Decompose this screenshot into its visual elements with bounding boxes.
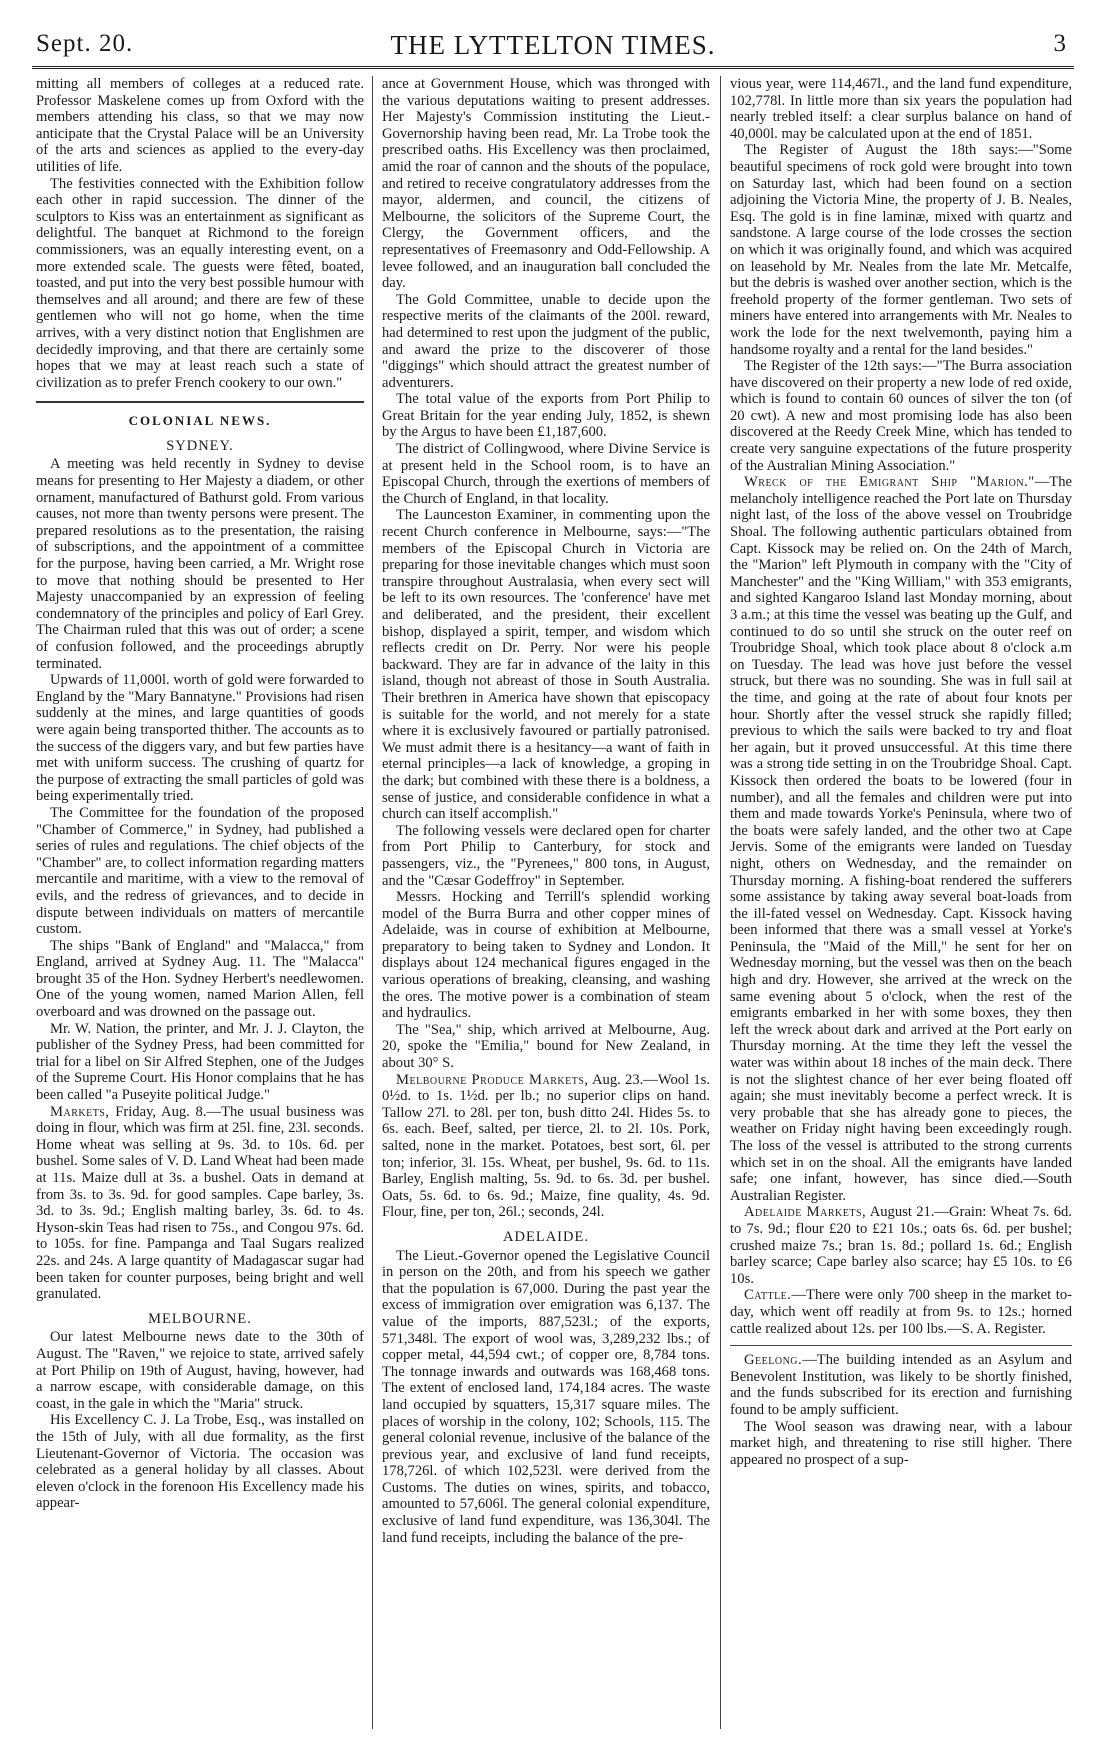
paragraph-text: The Lieut.-Governor opened the Legislative Council in person on the 20th, and from his speech we gather that the population is 67,000. During the past year the excess of immigration over emigration was 6,137. The value of the imports, 887,523l.; of the exports, 571,348l. The export of wool was, 3,289,232 lbs.; of copper metal, 44,594 cwt.; of copper ore, 8,784 tons. The tonnage inwards and outwards was 168,468 tons. The extent of enclosed land, 174,184 acres. The waste land occupied by squatters, 15,317 square miles. The places of worship in the colony, 102; Schools, 115. The general colonial revenue, inclusive of the balance of the previous year, and exclusive of land fund receipts, 178,726l. of which 102,523l. were derived from the Customs. The duties on wines, spirits, and tobacco, amounted to 57,606l. The general colonial expenditure, exclusive of land fund expenditure, was 136,304l. The land fund receipts, including the balance of the pre- (382, 1247, 710, 1546)
subsection-heading: ADELAIDE. (503, 1228, 589, 1245)
article-paragraph (382, 823, 710, 889)
paragraph-text: vious year, were 114,467l., and the land fund expenditure, 102,778l. In little more than six years the population had nearly trebled itself: a clear surplus balance on hand of 40,000l. may be calculated upon at the end of 1851. (730, 76, 1072, 142)
paragraph-text: The Register of August the 18th says:—"Some beautiful specimens of rock gold were brought into town on Saturday last, which had been found on a section adjoining the Victoria Mine, the property of J. B. Neales, Esq. The gold is in fine laminæ, mixed with quartz and sandstone. A large course of the lode crosses the section on which it was originally found, and which was acquired on leasehold by Mr. Neales from the late Mr. Metcalfe, but the debris is washed over another section, which is the freehold property of the former gentleman. Two sets of miners have entered into arrangements with Mr. Neales to work the lode for the next twelvemonth, paying him a handsome royalty and a rental for the land besides." (730, 142, 1072, 358)
article-paragraph (36, 456, 364, 672)
page-number: 3 (1053, 30, 1066, 57)
paragraph-lead: Cattle. (744, 1287, 792, 1304)
paragraph-text: The Wool season was drawing near, with a labour market high, and threatening to rise still higher. There appeared no prospect of a sup- (730, 1418, 1072, 1468)
article-paragraph (36, 938, 364, 1021)
paragraph-text: The Committee for the foundation of the proposed "Chamber of Commerce," in Sydney, had published a series of rules and regulations. The chief objects of the "Chamber" are, to collect information regarding matters mercantile and maritime, with a view to the removal of evils, and the redress of grievances, and to decide in dispute between individuals on matters of mercantile custom. (36, 804, 364, 938)
masthead (32, 30, 1074, 69)
column-rule (720, 76, 721, 1729)
newspaper-title: THE LYTTELTON TIMES. (390, 30, 716, 60)
paragraph-text: —There were only 700 sheep in the market to-day, which went off readily at from 9s. to 12s.; horned cattle realized about 12s. per 100 lbs.—S. A. Register. (730, 1287, 1072, 1337)
paragraph-text: The Launceston Examiner, in commenting upon the recent Church conference in Melbourne, says:—"The members of the Episcopal Church in Victoria are preparing for those inevitable changes which must soon transpire throughout Australasia, when every sect will be left to its own resources. The 'conference' have met and deliberated, and the president, their excellent bishop, displayed a spirit, temper, and wisdom which reflects credit on Dr. Perry. Nor were his people backward. They are far in advance of the laity in this island, though not abreast of those in South Australia. Their brethren in America have shown that episcopacy is suitable for the world, and not merely for a state where it is exclusively favoured or partially patronised. We must admit there is a hesitancy—a want of faith in eternal principles—a lack of knowledge, a groping in the dark; but combined with these there is a boldness, a sense of justice, and considerable confidence in what a church can itself accomplish." (382, 507, 710, 823)
article-paragraph (36, 1104, 364, 1303)
paragraph-text: A meeting was held recently in Sydney to devise means for presenting to Her Majesty a diadem, or other ornament, manufactured of Bathurst gold. From various causes, not more than twenty persons were present. The prepared resolutions as to the presentation, the raising of subscriptions, and the appointment of a committee for the purpose, having been carried, a Mr. Wright rose to move that nothing should be presented to Her Majesty unaccompanied by an expression of feeling condemnatory of the principles and policy of Earl Grey. The Chairman ruled that this was out of order; a scene of confusion followed, and the proceedings abruptly terminated. (36, 456, 364, 672)
article-paragraph (36, 1329, 364, 1412)
column-rule (372, 76, 373, 1729)
paragraph-text: Friday, Aug. 8.—The usual business was doing in flour, which was firm at 25l. fine, 23l. seconds. Home wheat was selling at 9s. 3d. to 10s. 6d. per bushel. Some sales of V. D. Land Wheat had been made at 11s. Maize dull at 3s. a bushel. Oats in demand at from 3s. to 3s. 9d. for good samples. Cape barley, 3s. 3d. to 3s. 9d.; English malting barley, 3s. 6d. to 4s. Hyson-skin Teas had risen to 75s., and Congou 97s. 6d. to 105s. for fine. Pampanga and Taal Sugars realized 22s. and 24s. A large quantity of Madagascar sugar had been taken for counter purposes, being bright and well granulated. (36, 1103, 364, 1303)
article-paragraph (382, 1072, 710, 1221)
article-paragraph (730, 1352, 1072, 1418)
subsection-heading: SYDNEY. (166, 437, 234, 454)
paragraph-text: The following vessels were declared open for charter from Port Philip to Canterbury, for stock and passengers, viz., the "Pyrenees," 800 tons, in August, and the "Cæsar Godeffroy" in September. (382, 822, 710, 889)
article-paragraph (730, 1204, 1072, 1287)
paragraph-text: Aug. 23.—Wool 1s. 0½d. to 1s. 1½d. per lb.; no superior clips on hand. Tallow 27l. to 28l. per ton, bush ditto 24l. Hides 5s. to 6s. each. Beef, salted, per tierce, 2l. to 2l. 10s. Pork, salted, none in the market. Potatoes, best sort, 6l. per ton; inferior, 3l. 15s. Wheat, per bushel, 9s. 6d. to 11s. Barley, English malting, 5s. 9d. to 6s. 3d. per bushel. Oats, 5s. 6d. to 6s. 9d.; Maize, fine quality, 4s. 9d. Flour, fine, per ton, 26l.; seconds, 24l. (382, 1071, 710, 1221)
paragraph-text: The festivities connected with the Exhibition follow each other in rapid succession. The dinner of the sculptors to Kiss was an entertainment as significant as delightful. The banquet at Richmond to the foreign commissioners, was an equally interesting event, on a more extended scale. The guests were fêted, boated, toasted, and put into the very best possible humour with themselves and all around; and there are few of these gentlemen who will not go home, when the time arrives, with a very distinct notion that Englishmen are decidedly improving, and that there are certainly some hopes that we may at least reach such a state of civilization as to prefer French cookery to our own." (36, 175, 364, 391)
paragraph-text: Upwards of 11,000l. worth of gold were forwarded to England by the "Mary Bannatyne." Provisions had risen suddenly at the mines, and large quantities of goods were again being transported thither. The accounts as to the success of the diggers vary, and but few parties have met with uniform success. The crushing of quartz for the purpose of extracting the small particles of gold was being experimentally tried. (36, 672, 364, 805)
article-paragraph (36, 1021, 364, 1104)
article-paragraph (382, 1248, 710, 1547)
article-paragraph (36, 1412, 364, 1512)
issue-date: Sept. 20. (36, 30, 134, 57)
column-3 (730, 76, 1072, 1725)
article-paragraph (382, 1022, 710, 1072)
article-paragraph (730, 474, 1072, 1204)
paragraph-text: The total value of the exports from Port Philip to Great Britain for the year ending July, 1852, is shewn by the Argus to have been £1,187,600. (382, 391, 710, 441)
article-paragraph (382, 292, 710, 392)
paragraph-text: His Excellency C. J. La Trobe, Esq., was installed on the 15th of July, with all due formality, as the first Lieutenant-Governor of Victoria. The occasion was celebrated as a general holiday by all classes. About eleven o'clock in the forenoon His Excellency made his appear- (36, 1412, 364, 1512)
paragraph-text: —The building intended as an Asylum and Benevolent Institution, was likely to be shortly finished, and the funds subscribed for its erection and furnishing found to be amply sufficient. (730, 1352, 1072, 1418)
subsection-heading: MELBOURNE. (148, 1310, 252, 1327)
article-paragraph (730, 358, 1072, 474)
article-paragraph (36, 672, 364, 805)
paragraph-text: August 21.—Grain: Wheat 7s. 6d. to 7s. 9d.; flour £20 to £21 10s.; oats 6s. 6d. per bushel; crushed maize 7s.; bran 1s. 8d.; pollard 1s. 6d.; English barley scarce; Cape barley also scarce; hay £5 10s. to £6 10s. (730, 1204, 1072, 1287)
article-paragraph (730, 142, 1072, 358)
article-paragraph (36, 805, 364, 938)
paragraph-lead: Wreck of the Emigrant Ship "Marion." (744, 474, 1035, 491)
paragraph-text: Messrs. Hocking and Terrill's splendid working model of the Burra Burra and other copper mines of Adelaide, was in course of exhibition at Melbourne, preparatory to being taken to Sydney and London. It displays about 124 mechanical figures engaged in the various operations of breaking, cleansing, and washing the ores. The motive power is a combination of steam and hydraulics. (382, 889, 710, 1022)
article-paragraph (36, 76, 364, 176)
article-paragraph (382, 441, 710, 507)
paragraph-text: The ships "Bank of England" and "Malacca," from England, arrived at Sydney Aug. 11. The "Malacca" brought 35 of the Hon. Sydney Herbert's needlewomen. One of the young women, named Marion Allen, fell overboard and was drowned on the passage out. (36, 937, 364, 1021)
paragraph-lead: Adelaide Markets, (744, 1204, 867, 1221)
paragraph-text: Our latest Melbourne news date to the 30th of August. The "Raven," we rejoice to state, arrived safely at Port Philip on 19th of August, having, however, had a narrow escape, with considerable damage, on this coast, in the gale in which the "Maria" struck. (36, 1329, 364, 1412)
paragraph-text: The Register of the 12th says:—"The Burra association have discovered on their property a new lode of red oxide, which is found to contain 60 ounces of silver the ton (of 20 cwt). A new and most promising lode has also been discovered at the Reedy Creek Mine, which has tended to create very sanguine expectations of the future prosperity of the Australian Mining Association." (730, 358, 1072, 474)
paragraph-text: Mr. W. Nation, the printer, and Mr. J. J. Clayton, the publisher of the Sydney Press, had been committed for trial for a libel on Sir Alfred Stephen, one of the Judges of the Supreme Court. His Honor complains that he has been called "a Puseyite political Judge." (36, 1020, 364, 1104)
paragraph-text: The district of Collingwood, where Divine Service is at present held in the School room, is to have an Episcopal Church, through the exertions of members of the Church of England, in that locality. (382, 441, 710, 507)
article-paragraph (382, 76, 710, 292)
paragraph-lead: Geelong. (744, 1352, 803, 1369)
section-divider (730, 1345, 1072, 1346)
paragraph-text: The Gold Committee, unable to decide upon the respective merits of the claimants of the 200l. reward, had determined to rest upon the judgment of the public, and award the prize to the discoverer of those "diggings" which should attract the greatest number of adventurers. (382, 291, 710, 391)
paragraph-text: ance at Government House, which was thronged with the various deputations waiting to present addresses. Her Majesty's Commission instituting the Lieut.-Governorship having been read, Mr. La Trobe took the prescribed oaths. His Excellency was then proclaimed, amid the roar of cannon and the shouts of the populace, and retired to receive congratulatory addresses from the mayor, aldermen, and council, the citizens of Melbourne, the solicitors of the Supreme Court, the Clergy, the Government officers, and the representatives of Freemasonry and Odd-Fellowship. A levee followed, and an inauguration ball concluded the day. (382, 76, 710, 292)
column-2 (382, 76, 710, 1725)
section-divider (36, 401, 364, 403)
paragraph-text: —The melancholy intelligence reached the Port late on Thursday night last, of the loss of the above vessel on Troubridge Shoal. The following authentic particulars obtained from Capt. Kissock may be relied on. On the 24th of March, the "Marion" left Plymouth in company with the "City of Manchester" and the "King William," with 353 emigrants, and sighted Kangaroo Island last Monday morning, about 3 a.m.; at this time the vessel was beating up the Gulf, and continued to do so until she struck on the outer reef on Troubridge Shoal, which took place about 8 o'clock a.m on Tuesday. The lead was hove just before the vessel struck, but there was no sounding. She was in full sail at the time, and going at the rate of about four knots per hour. Shortly after the vessel struck she rapidly filled; previous to which the sails were backed to try and float her again, but it proved unsuccessful. At this time there was a strong tide setting in on the Troubridge Shoal. Capt. Kissock then ordered the boats to be lowered (four in number), and all the females and children were put into them and made towards Yorke's Peninsula, where two of the boats were safely landed, and the other two at Cape Jervis. Some of the emigrants were landed on Tuesday night, others on Wednesday, and the remainder on Thursday morning. A fishing-boat rendered the sufferers some assistance by taking away several boat-loads from the ill-fated vessel on Wednesday. Capt. Kissock having been informed that there was a small vessel at Yorke's Peninsula, the "Maid of the Mill," he sent for her on Wednesday morning, but the vessel was then on the beach high and dry. However, she arrived at the wreck on the same evening about 5 o'clock, when the rest of the emigrants embarked in her with some boxes, they then left the wreck about dark and arrived at the Port early on Thursday morning. At the time they left the vessel the water was within about 18 inches of the main deck. There is not the slightest chance of her ever being floated off again; she must inevitably become a perfect wreck. It is very probable that she has already gone to pieces, the weather on Friday night having been exceedingly rough. The loss of the vessel is attributed to the strong currents which set in on the shoal. All the emigrants have landed safe; one infant, however, has since died.—South Australian Register. (730, 474, 1072, 1204)
paragraph-text: The "Sea," ship, which arrived at Melbourne, Aug. 20, spoke the "Emilia," bound for New Zealand, in about 30° S. (382, 1021, 710, 1072)
paragraph-lead: Markets, (50, 1103, 110, 1120)
column-1 (36, 76, 364, 1725)
paragraph-lead: Melbourne Produce Markets, (396, 1071, 589, 1088)
article-paragraph (730, 1287, 1072, 1337)
article-paragraph (36, 176, 364, 392)
article-paragraph (730, 1419, 1072, 1469)
article-paragraph (382, 507, 710, 822)
paragraph-text: mitting all members of colleges at a reduced rate. Professor Maskelene comes up from Oxford with the members attending his class, so that we may now anticipate that the Crystal Palace will be an University of the arts and sciences as applied to the every-day utilities of life. (36, 76, 364, 175)
article-paragraph (382, 889, 710, 1022)
article-paragraph (382, 391, 710, 441)
article-paragraph (730, 76, 1072, 142)
section-heading: COLONIAL NEWS. (128, 413, 272, 429)
